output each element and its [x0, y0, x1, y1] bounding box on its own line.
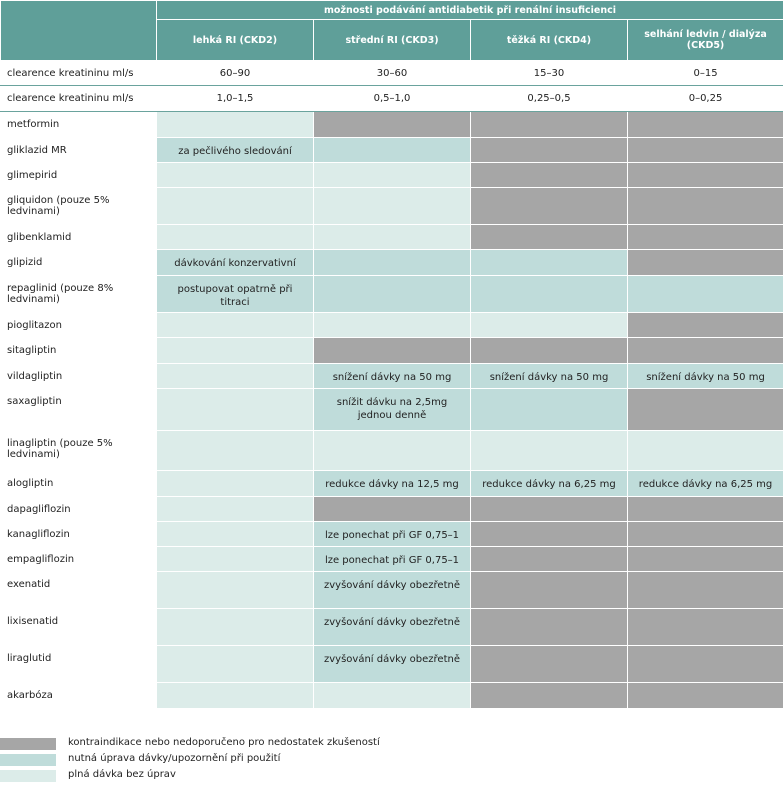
- dosing-cell: zvyšování dávky obezřetně: [314, 609, 471, 646]
- drug-row: [1, 572, 783, 609]
- dosing-cell: redukce dávky na 6,25 mg: [471, 471, 628, 497]
- dosing-cell: [314, 188, 471, 225]
- drug-name: kanagliflozin: [1, 522, 157, 547]
- drug-row: [1, 250, 783, 276]
- dosing-cell: [157, 522, 314, 547]
- dosing-cell: [628, 609, 783, 646]
- dosing-cell: [471, 163, 628, 188]
- dosing-cell: [628, 431, 783, 471]
- dosing-cell: zvyšování dávky obezřetně: [314, 572, 471, 609]
- table-title: možnosti podávání antidiabetik při renální insuficienci: [157, 1, 783, 20]
- dosing-cell: [628, 572, 783, 609]
- dosing-cell: [314, 313, 471, 338]
- dosing-cell: [471, 389, 628, 431]
- drug-row: [1, 431, 783, 471]
- dosing-cell: [471, 547, 628, 572]
- dosing-cell: [314, 225, 471, 250]
- drug-name: repaglinid (pouze 8% ledvinami): [1, 276, 157, 313]
- drug-row: [1, 138, 783, 163]
- drug-name: metformin: [1, 112, 157, 138]
- drug-row: [1, 313, 783, 338]
- dosing-cell: [471, 276, 628, 313]
- drug-row: [1, 646, 783, 683]
- drug-name: gliklazid MR: [1, 138, 157, 163]
- dosing-cell: [628, 188, 783, 225]
- legend-label: kontraindikace nebo nedoporučeno pro nedostatek zkušeností: [68, 737, 380, 748]
- dosing-cell: [628, 313, 783, 338]
- drug-row: [1, 389, 783, 431]
- dosing-cell: [157, 497, 314, 522]
- drug-row: [1, 497, 783, 522]
- dosing-cell: lze ponechat při GF 0,75–1: [314, 522, 471, 547]
- dosing-cell: [157, 188, 314, 225]
- drug-name: dapagliflozin: [1, 497, 157, 522]
- column-header-ckd4: těžká RI (CKD4): [471, 20, 628, 61]
- dosing-cell: [157, 547, 314, 572]
- dosing-cell: [628, 646, 783, 683]
- legend-item: [0, 767, 783, 783]
- drug-name: lixisenatid: [1, 609, 157, 646]
- table-cell: 0,5–1,0: [314, 86, 471, 112]
- drug-name: alogliptin: [1, 471, 157, 497]
- header-corner: [1, 1, 157, 61]
- drug-row: [1, 522, 783, 547]
- dosing-cell: [471, 112, 628, 138]
- dosing-cell: [157, 389, 314, 431]
- table-cell: 0,25–0,5: [471, 86, 628, 112]
- drug-row: [1, 609, 783, 646]
- dosing-cell: [471, 313, 628, 338]
- dosing-cell: [157, 471, 314, 497]
- drug-name: linagliptin (pouze 5% ledvinami): [1, 431, 157, 471]
- drug-name: akarbóza: [1, 683, 157, 709]
- row-label: clearence kreatininu ml/s: [1, 61, 157, 86]
- dosing-cell: [628, 547, 783, 572]
- legend: [0, 735, 783, 783]
- drug-name: vildagliptin: [1, 364, 157, 389]
- dosing-cell: [157, 683, 314, 709]
- dosing-cell: snížení dávky na 50 mg: [471, 364, 628, 389]
- dosing-cell: snížení dávky na 50 mg: [314, 364, 471, 389]
- dosing-cell: [628, 163, 783, 188]
- dosing-cell: [314, 338, 471, 364]
- dosing-cell: [314, 112, 471, 138]
- dosing-cell: lze ponechat při GF 0,75–1: [314, 547, 471, 572]
- dosing-cell: [157, 225, 314, 250]
- dosing-cell: redukce dávky na 6,25 mg: [628, 471, 783, 497]
- table-cell: 30–60: [314, 61, 471, 86]
- drug-name: glibenklamid: [1, 225, 157, 250]
- dosing-cell: [628, 683, 783, 709]
- dosing-cell: [471, 646, 628, 683]
- dosing-cell: [628, 389, 783, 431]
- dosing-cell: [314, 497, 471, 522]
- drug-name: gliquidon (pouze 5% ledvinami): [1, 188, 157, 225]
- dosing-cell: [471, 522, 628, 547]
- dosing-cell: [314, 250, 471, 276]
- dosing-cell: [157, 338, 314, 364]
- dosing-cell: [628, 225, 783, 250]
- clearance-row: [1, 86, 783, 112]
- column-header-ckd5: selhání ledvin / dialýza (CKD5): [628, 20, 783, 61]
- dosing-cell: [628, 138, 783, 163]
- dosing-cell: [314, 163, 471, 188]
- column-header-ckd3: střední RI (CKD3): [314, 20, 471, 61]
- dosing-cell: [471, 609, 628, 646]
- drug-name: exenatid: [1, 572, 157, 609]
- table-cell: 15–30: [471, 61, 628, 86]
- dosing-cell: [471, 338, 628, 364]
- legend-label: plná dávka bez úprav: [68, 769, 176, 780]
- dosing-cell: [471, 431, 628, 471]
- dosing-cell: [157, 364, 314, 389]
- dosing-cell: [471, 225, 628, 250]
- dosing-cell: za pečlivého sledování: [157, 138, 314, 163]
- dosing-cell: zvyšování dávky obezřetně: [314, 646, 471, 683]
- dosing-cell: [471, 138, 628, 163]
- drug-name: saxagliptin: [1, 389, 157, 431]
- drug-name: pioglitazon: [1, 313, 157, 338]
- dosing-cell: [314, 431, 471, 471]
- drug-row: [1, 683, 783, 709]
- drug-row: [1, 338, 783, 364]
- dosing-cell: [471, 188, 628, 225]
- dosing-cell: snížit dávku na 2,5mg jednou denně: [314, 389, 471, 431]
- dosing-cell: redukce dávky na 12,5 mg: [314, 471, 471, 497]
- dosing-cell: [157, 609, 314, 646]
- drug-row: [1, 276, 783, 313]
- dosing-cell: [628, 522, 783, 547]
- dosing-cell: [157, 112, 314, 138]
- dosing-cell: [314, 276, 471, 313]
- table-cell: 0–0,25: [628, 86, 783, 112]
- dosing-cell: [157, 646, 314, 683]
- dosing-cell: [314, 138, 471, 163]
- dosing-cell: [157, 572, 314, 609]
- table-cell: 1,0–1,5: [157, 86, 314, 112]
- dosing-cell: [314, 683, 471, 709]
- legend-swatch: [0, 738, 56, 750]
- drug-row: [1, 225, 783, 250]
- drug-name: glipizid: [1, 250, 157, 276]
- drug-row: [1, 547, 783, 572]
- dosing-cell: [628, 112, 783, 138]
- legend-item: [0, 735, 783, 751]
- table-cell: 0–15: [628, 61, 783, 86]
- drug-row: [1, 471, 783, 497]
- column-header-ckd2: lehká RI (CKD2): [157, 20, 314, 61]
- dosing-cell: dávkování konzervativní: [157, 250, 314, 276]
- row-label: clearence kreatininu ml/s: [1, 86, 157, 112]
- legend-label: nutná úprava dávky/upozornění při použití: [68, 753, 281, 764]
- dosing-cell: [628, 338, 783, 364]
- table-body: [1, 61, 783, 709]
- dosing-cell: [157, 431, 314, 471]
- legend-swatch: [0, 770, 56, 782]
- drug-name: glimepirid: [1, 163, 157, 188]
- dosing-cell: [157, 163, 314, 188]
- dosing-cell: [471, 572, 628, 609]
- drug-name: empagliflozin: [1, 547, 157, 572]
- dosing-cell: postupovat opatrně při titraci: [157, 276, 314, 313]
- drug-row: [1, 364, 783, 389]
- drug-row: [1, 163, 783, 188]
- dosing-cell: [628, 276, 783, 313]
- table-cell: 60–90: [157, 61, 314, 86]
- dosing-cell: [471, 250, 628, 276]
- dosing-cell: [628, 497, 783, 522]
- dosing-cell: [628, 250, 783, 276]
- drug-row: [1, 188, 783, 225]
- legend-item: [0, 751, 783, 767]
- dosing-cell: [471, 497, 628, 522]
- dosing-cell: [471, 683, 628, 709]
- dosing-cell: [157, 313, 314, 338]
- clearance-row: [1, 61, 783, 86]
- drug-name: liraglutid: [1, 646, 157, 683]
- dosing-cell: snížení dávky na 50 mg: [628, 364, 783, 389]
- drug-name: sitagliptin: [1, 338, 157, 364]
- drug-row: [1, 112, 783, 138]
- legend-swatch: [0, 754, 56, 766]
